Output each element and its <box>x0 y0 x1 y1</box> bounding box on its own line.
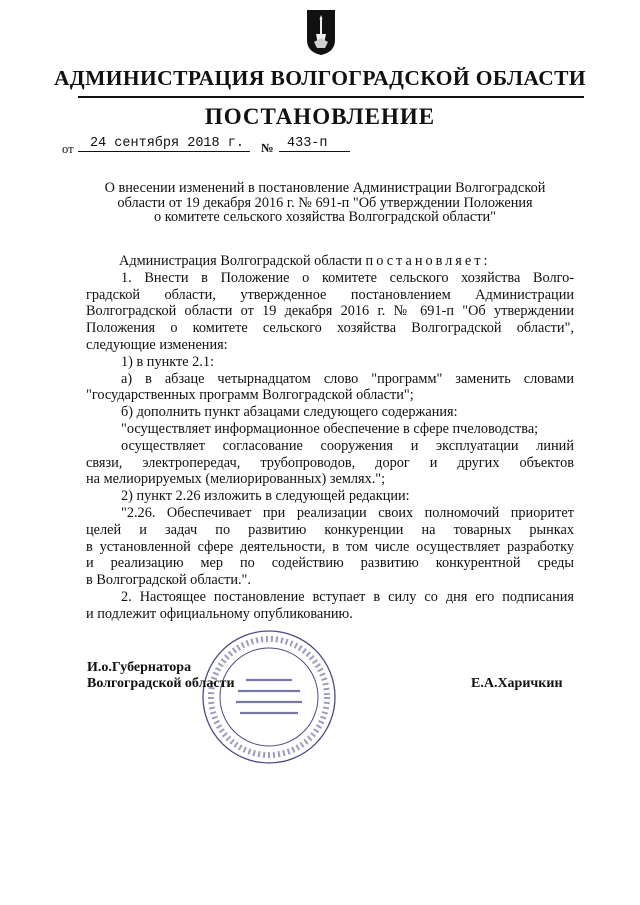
header-divider <box>78 96 584 98</box>
body-line: Положения о комитете сельского хозяйства Волгоградской области", <box>86 320 574 337</box>
document-number: 433-п <box>279 136 350 152</box>
document-subject <box>72 181 578 225</box>
body-line: осуществляет согласование сооружения и эксплуатации линий <box>121 437 574 454</box>
document-type-title: ПОСТАНОВЛЕНИЕ <box>204 104 436 129</box>
seal-stamp <box>200 628 338 766</box>
subject-line: области от 19 декабря 2016 г. № 691-п "Об утверждении Положения <box>117 194 533 211</box>
coat-of-arms-icon <box>305 8 337 56</box>
date-from-label: от <box>62 142 74 156</box>
body-line: "государственных программ Волгоградской области"; <box>86 387 414 404</box>
subject-line: о комитете сельского хозяйства Волгоградской области" <box>154 209 496 225</box>
organization-title: АДМИНИСТРАЦИЯ ВОЛГОГРАДСКОЙ ОБЛАСТИ <box>53 66 587 90</box>
body-line: а) в абзаце четырнадцатом слово "программ" заменить словами <box>121 370 574 387</box>
body-line: 1. Внести в Положение о комитете сельского хозяйства Волго- <box>121 269 574 286</box>
body-line: в установленной сфере деятельности, в том числе осуществляет разработку <box>86 538 574 555</box>
body-line: 2. Настоящее постановление вступает в силу со дня его подписания <box>121 588 574 605</box>
body-line: "осуществляет информационное обеспечение в сфере пчеловодства; <box>121 420 539 437</box>
signatory-title <box>87 660 235 692</box>
intro-decree-word: постановляет: <box>365 253 491 269</box>
body-line: и реализацию мер по содействию развитию конкурентной среды <box>86 555 574 572</box>
signatory-name: Е.А.Харичкин <box>471 676 563 691</box>
signatory-title-line1: И.о.Губернатора <box>87 660 192 675</box>
number-label: № <box>261 141 274 155</box>
document-body <box>86 253 574 623</box>
body-line: следующие изменения: <box>86 336 228 353</box>
body-line: целей и задач по развитию конкуренции на товарных рынках <box>86 521 574 538</box>
subject-line: О внесении изменений в постановление Администрации Волгоградской <box>104 180 546 196</box>
document-date: 24 сентября 2018 г. <box>78 136 250 152</box>
body-line: б) дополнить пункт абзацами следующего содержания: <box>121 404 458 421</box>
body-line: связи, электропередач, трубопроводов, дорог и других объектов <box>86 454 574 471</box>
signatory-title-line2: Волгоградской области <box>87 676 235 691</box>
body-line: 1) в пункте 2.1: <box>121 353 215 370</box>
intro-prefix: Администрация Волгоградской области <box>119 253 362 269</box>
body-line: 2) пункт 2.26 изложить в следующей редакции: <box>121 488 410 505</box>
body-line: градской области, утвержденное постановлением Администрации <box>86 286 574 303</box>
intro-paragraph <box>86 253 574 270</box>
body-line: и подлежит официальному опубликованию. <box>86 605 353 622</box>
body-line: "2.26. Обеспечивает при реализации своих полномочий приоритет <box>121 504 574 521</box>
body-line: в Волгоградской области.". <box>86 572 251 589</box>
body-line: Волгоградской области от 19 декабря 2016 г. № 691-п "Об утверждении <box>86 303 574 320</box>
body-line: на мелиорируемых (мелиорированных) землях."; <box>86 471 386 488</box>
